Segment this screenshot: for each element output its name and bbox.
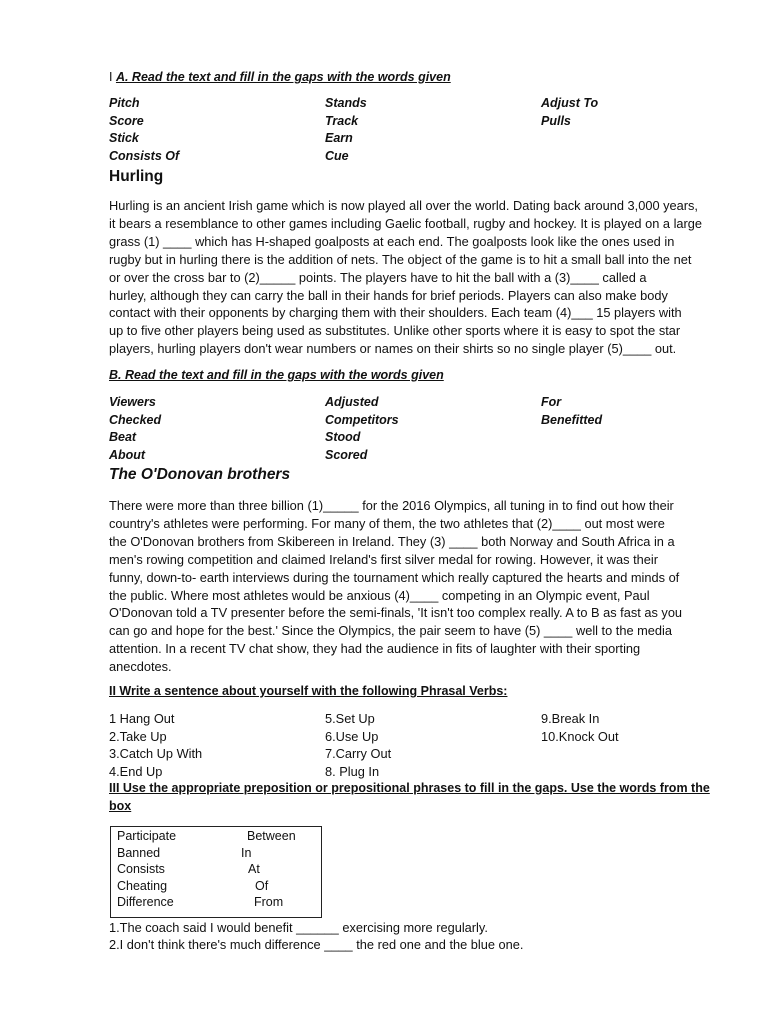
paragraph-line: can go and hope for the best.' Since the Olympics, the pair seem to have (5) ____ well to the media bbox=[109, 623, 672, 639]
paragraph-line: contact with their opponents by charging them with their shoulders. Each team (4)___ 15 players with bbox=[109, 305, 682, 321]
word-box-left: Consists bbox=[117, 862, 165, 877]
phrasal-verb-item: 6.Use Up bbox=[325, 728, 379, 744]
word-box-right: From bbox=[254, 895, 284, 910]
hurling-paragraph bbox=[109, 197, 715, 358]
word-box-right: At bbox=[248, 862, 260, 877]
word-item: Beat bbox=[109, 430, 137, 445]
phrasal-verb-item bbox=[541, 763, 757, 781]
paragraph-line: Hurling is an ancient Irish game which is now played all over the world. Dating back around 3,000 years, bbox=[109, 198, 698, 213]
word-item: Adjusted bbox=[325, 395, 379, 409]
exercise-sentence: 2.I don't think there's much difference ____ the red one and the blue one. bbox=[109, 937, 524, 952]
paragraph-line: hurley, although they can carry the ball in their hands for brief periods. Players can also make body bbox=[109, 287, 668, 303]
phrasal-verb-item: 5.Set Up bbox=[325, 711, 375, 726]
word-item: Adjust To bbox=[541, 96, 599, 110]
section-b-heading: B. Read the text and fill in the gaps with the words given bbox=[109, 368, 444, 382]
word-item: Cue bbox=[325, 149, 349, 164]
hurling-title: Hurling bbox=[109, 168, 164, 185]
paragraph-line: players, hurling players don't wear numbers or names on their shirts so no single player (5)____ out. bbox=[109, 341, 677, 357]
phrasal-verb-item: 2.Take Up bbox=[109, 728, 167, 744]
word-item bbox=[541, 447, 757, 465]
word-box-row bbox=[111, 894, 321, 911]
odonovan-title: The O'Donovan brothers bbox=[109, 466, 291, 483]
word-item: Earn bbox=[325, 131, 353, 146]
paragraph-line: country's athletes were performing. For many of them, the two athletes that (2)____ out most were bbox=[109, 515, 665, 531]
word-item: About bbox=[109, 448, 146, 463]
section-a-prefix: I bbox=[109, 70, 116, 84]
section-a-word-list bbox=[109, 95, 759, 166]
word-box-right: Of bbox=[255, 878, 269, 893]
paragraph-line: the public. Where most athletes would be anxious (4)____ competing in an Olympic event, Paul bbox=[109, 587, 650, 603]
phrasal-verb-list bbox=[109, 710, 759, 781]
paragraph-line: O'Donovan told a TV presenter before the semi-finals, 'It isn't too complex really. A to B as fast as you bbox=[109, 605, 683, 621]
word-item: Benefitted bbox=[541, 412, 603, 427]
phrasal-verb-item: 7.Carry Out bbox=[325, 746, 392, 762]
section-b-word-list bbox=[109, 394, 759, 465]
paragraph-line: attention. In a recent TV chat show, they had the audience in fits of laughter with their sporting bbox=[109, 641, 641, 657]
word-item: For bbox=[541, 395, 562, 409]
word-item: Score bbox=[109, 113, 144, 128]
word-box-row bbox=[111, 861, 321, 878]
word-box-left: Participate bbox=[117, 829, 177, 843]
word-box-left: Banned bbox=[117, 845, 161, 860]
word-box-row bbox=[111, 878, 321, 895]
word-box-left: Difference bbox=[117, 895, 174, 910]
exercise-sentence: 1.The coach said I would benefit ______ exercising more regularly. bbox=[109, 920, 488, 935]
word-item: Viewers bbox=[109, 395, 156, 409]
paragraph-line: it bears a resemblance to other games including Gaelic football, rugby and hockey. It is played on a large bbox=[109, 215, 703, 231]
word-item: Consists Of bbox=[109, 149, 180, 164]
phrasal-verb-item: 1 Hang Out bbox=[109, 711, 175, 726]
paragraph-line: up to five other players being used as substitutes. Unlike other sports where it is easy to spot the star bbox=[109, 323, 681, 339]
word-item: Competitors bbox=[325, 412, 399, 427]
odonovan-paragraph bbox=[109, 497, 715, 676]
paragraph-line: the O'Donovan brothers from Skibereen in Ireland. They (3) ____ both Norway and South Africa in a bbox=[109, 533, 675, 549]
section-a-heading bbox=[109, 70, 451, 84]
word-box-right: Between bbox=[247, 829, 296, 843]
paragraph-line: There were more than three billion (1)_____ for the 2016 Olympics, all tuning in to find out how their bbox=[109, 498, 674, 513]
word-item: Track bbox=[325, 113, 359, 128]
word-item: Pitch bbox=[109, 96, 140, 110]
phrasal-verb-item bbox=[541, 745, 757, 763]
word-item: Stood bbox=[325, 430, 361, 445]
paragraph-line: or over the cross bar to (2)_____ points. The players have to hit the ball with a (3)____ called a bbox=[109, 269, 647, 285]
section-a-heading-text: A. Read the text and fill in the gaps with the words given bbox=[115, 70, 451, 84]
word-item: Stick bbox=[109, 131, 139, 146]
phrasal-verb-item: 9.Break In bbox=[541, 711, 600, 726]
section-iii-heading-line2: box bbox=[109, 799, 132, 813]
word-item bbox=[541, 130, 757, 148]
phrasal-verb-item: 8. Plug In bbox=[325, 764, 380, 780]
word-item: Stands bbox=[325, 96, 367, 110]
word-item bbox=[541, 148, 757, 166]
section-iii-heading-line1: III Use the appropriate preposition or prepositional phrases to fill in the gaps. Use the words from the bbox=[109, 781, 710, 795]
word-box-left: Cheating bbox=[117, 878, 168, 893]
word-item: Checked bbox=[109, 412, 162, 427]
phrasal-verb-item: 3.Catch Up With bbox=[109, 746, 203, 762]
word-item: Pulls bbox=[541, 113, 571, 128]
paragraph-line: men's rowing competition and claimed Ireland's first silver medal for rowing. However, it was their bbox=[109, 551, 658, 567]
paragraph-line: grass (1) ____ which has H-shaped goalposts at each end. The goalposts look like the ones used in bbox=[109, 233, 675, 249]
word-item bbox=[541, 429, 757, 447]
word-box-row bbox=[111, 845, 321, 862]
word-item: Scored bbox=[325, 448, 368, 463]
word-box bbox=[110, 826, 322, 918]
paragraph-line: rugby but in hurling there is the addition of nets. The object of the game is to hit a small ball into the net bbox=[109, 251, 692, 267]
phrasal-verb-item: 10.Knock Out bbox=[541, 728, 619, 744]
phrasal-verb-item: 4.End Up bbox=[109, 764, 163, 780]
paragraph-line: anecdotes. bbox=[109, 659, 172, 675]
word-box-row bbox=[111, 828, 321, 845]
word-box-right: In bbox=[241, 845, 252, 860]
paragraph-line: funny, down-to- earth interviews during the tournament which really captured the hearts and minds of bbox=[109, 569, 680, 585]
section-ii-heading: II Write a sentence about yourself with the following Phrasal Verbs: bbox=[109, 684, 508, 698]
